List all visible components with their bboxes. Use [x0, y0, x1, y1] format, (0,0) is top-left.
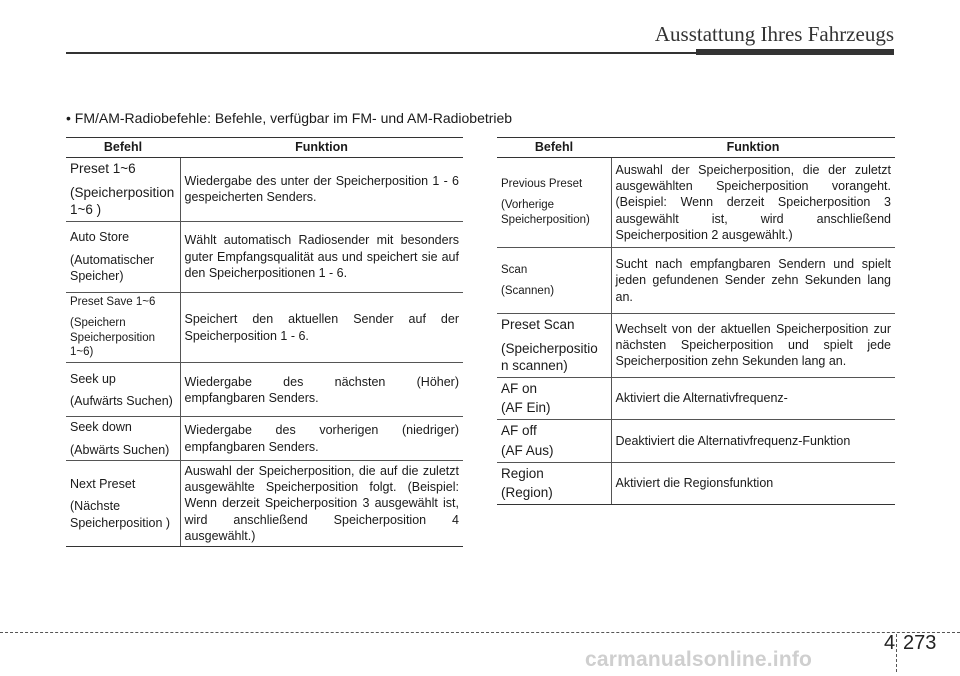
command-description: Sucht nach empfangbaren Sendern und spielt jeden gefundenen Sender zehn Sekunden lang an.: [615, 257, 891, 304]
page-number-divider: [896, 634, 897, 672]
command-subtitle: (Scannen): [501, 284, 555, 297]
command-name: Preset Scan: [501, 317, 575, 332]
table-row: [66, 158, 463, 222]
command-subtitle: (Region): [501, 485, 553, 501]
command-name: Seek down: [70, 420, 132, 435]
command-subtitle: (Abwärts Suchen): [70, 442, 170, 457]
command-subtitle: (AF Ein): [501, 400, 551, 416]
table-row: [497, 314, 895, 378]
command-name: AF off: [501, 423, 537, 439]
command-description: Wiedergabe des nächsten (Höher) empfangbaren Senders.: [184, 374, 459, 405]
command-subtitle: (Speicherpositio n scannen): [501, 340, 598, 374]
table-row: [497, 419, 895, 462]
radio-commands-table-right: [497, 137, 895, 505]
command-description: Deaktiviert die Alternativfrequenz-Funktion: [615, 433, 851, 448]
command-subtitle: (Aufwärts Suchen): [70, 393, 173, 408]
footer-rule: [0, 632, 960, 633]
command-name: Preset Save 1~6: [70, 295, 156, 308]
command-description: Wiedergabe des vorherigen (niedriger) empfangbaren Senders.: [184, 423, 459, 454]
table-row: [497, 248, 895, 314]
command-description: Wählt automatisch Radiosender mit besonders guter Empfangsqualität aus und speichert sie auf den Speicherpositionen 1 - 6.: [184, 233, 459, 280]
table-row: [497, 377, 895, 419]
column-header-command: Befehl: [66, 138, 180, 158]
command-subtitle: (AF Aus): [501, 442, 554, 458]
command-name: Previous Preset: [501, 178, 583, 191]
table-row: [66, 363, 463, 417]
page-number: 273: [903, 632, 937, 654]
table-row: [66, 221, 463, 292]
table-row: [497, 158, 895, 248]
table-row: [66, 460, 463, 546]
command-name: AF on: [501, 380, 538, 396]
header-title: Ausstattung Ihres Fahrzeugs: [654, 22, 894, 46]
command-description: Auswahl der Speicherposition, die auf die zuletzt ausgewählte Speicherposition folgt. (Beispiel: Wenn derzeit Speicherposition 3 ausgewählt ist, wird anschließend Speicherposition 4 ausgewählt.): [184, 463, 459, 543]
intro-text: • FM/AM-Radiobefehle: Befehle, verfügbar im FM- und AM-Radiobetrieb: [66, 110, 513, 126]
radio-commands-table-left: [66, 137, 463, 547]
command-subtitle: (Automatischer Speicher): [70, 252, 155, 283]
command-subtitle: (Nächste Speicherposition ): [70, 499, 171, 530]
column-header-function: Funktion: [611, 138, 895, 158]
command-name: Preset 1~6: [70, 161, 136, 176]
command-name: Next Preset: [70, 477, 136, 492]
chapter-number: 4: [884, 632, 896, 654]
command-description: Auswahl der Speicherposition, die der zuletzt ausgewählten Speicherposition vorangeht. (Beispiel: Wenn derzeit Speicherposition 3 ausgewählt ist, wird anschließend Speicherposition 2 ausgewählt.): [615, 162, 891, 242]
command-subtitle: (Speichern Speicherposition 1~6): [70, 316, 156, 359]
column-header-command: Befehl: [497, 138, 611, 158]
header-rule: [66, 52, 696, 54]
command-name: Seek up: [70, 371, 116, 386]
column-header-function: Funktion: [180, 138, 463, 158]
command-description: Aktiviert die Regionsfunktion: [615, 476, 774, 491]
table-row: [66, 292, 463, 363]
command-description: Speichert den aktuellen Sender auf der Speicherposition 1 - 6.: [184, 312, 459, 343]
header-rule-accent: [696, 49, 894, 55]
command-name: Auto Store: [70, 230, 130, 245]
command-name: Scan: [501, 263, 528, 276]
watermark: carmanualsonline.info: [585, 648, 813, 671]
command-description: Wechselt von der aktuellen Speicherposition zur nächsten Speicherposition und spielt jede Speicherposition zehn Sekunden lang an.: [615, 321, 891, 369]
command-name: Region: [501, 465, 544, 481]
command-description: Wiedergabe des unter der Speicherposition 1 - 6 gespeicherten Senders.: [184, 174, 459, 205]
table-row: [66, 417, 463, 461]
command-description: Aktiviert die Alternativfrequenz-: [615, 391, 788, 406]
command-subtitle: (Speicherposition 1~6 ): [70, 184, 175, 218]
table-row: [497, 462, 895, 504]
command-subtitle: (Vorherige Speicherposition): [501, 199, 590, 226]
